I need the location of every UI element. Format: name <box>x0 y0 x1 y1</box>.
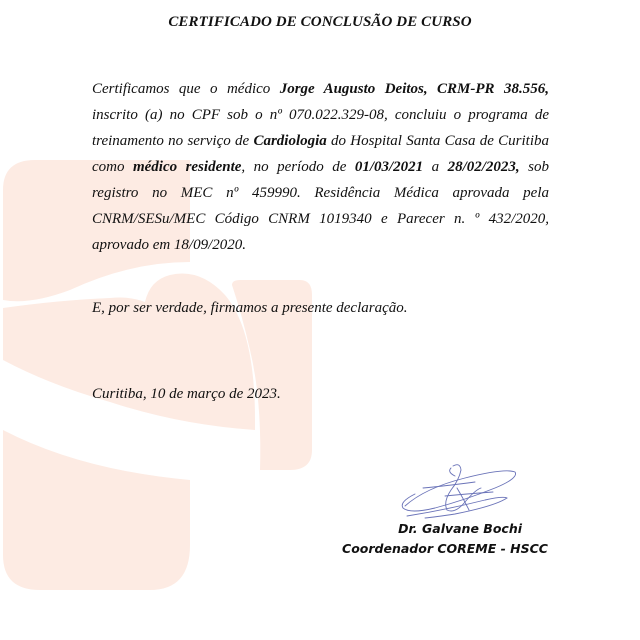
body-text: inscrito (a) no CPF sob o nº 070.022.329-08, concluiu o programa de treinamento no serviço de <box>92 107 549 149</box>
body-text: Certificamos que o médico <box>92 81 280 97</box>
signature-image <box>385 458 525 523</box>
signer-name: Dr. Galvane Bochi <box>398 521 522 536</box>
certificate-title: CERTIFICADO DE CONCLUSÃO DE CURSO <box>168 14 472 30</box>
certificate-body <box>92 76 549 258</box>
role: médico residente <box>132 159 242 175</box>
declaration-text: E, por ser verdade, firmamos a presente declaração. <box>92 300 408 316</box>
body-text: do Hospital Santa Casa de Curitiba como <box>92 133 550 175</box>
specialty: Cardiologia <box>253 133 327 149</box>
signer-block <box>342 519 548 559</box>
body-text: sob registro no MEC nº 459990. Residência Médica aprovada pela CNRM/SESu/MEC Código CNRM 1019340 e Parecer n. º 432/2020, aprovado em 18/09/2020. <box>92 159 549 253</box>
place-date: Curitiba, 10 de março de 2023. <box>92 386 281 402</box>
body-text: a <box>423 159 448 175</box>
body-text: , no período de <box>241 159 355 175</box>
start-date: 01/03/2021 <box>354 159 424 175</box>
signer-title: Coordenador COREME - HSCC <box>342 541 548 556</box>
end-date: 28/02/2023, <box>447 159 520 175</box>
doctor-name: Jorge Augusto Deitos, CRM-PR 38.556, <box>279 81 549 97</box>
